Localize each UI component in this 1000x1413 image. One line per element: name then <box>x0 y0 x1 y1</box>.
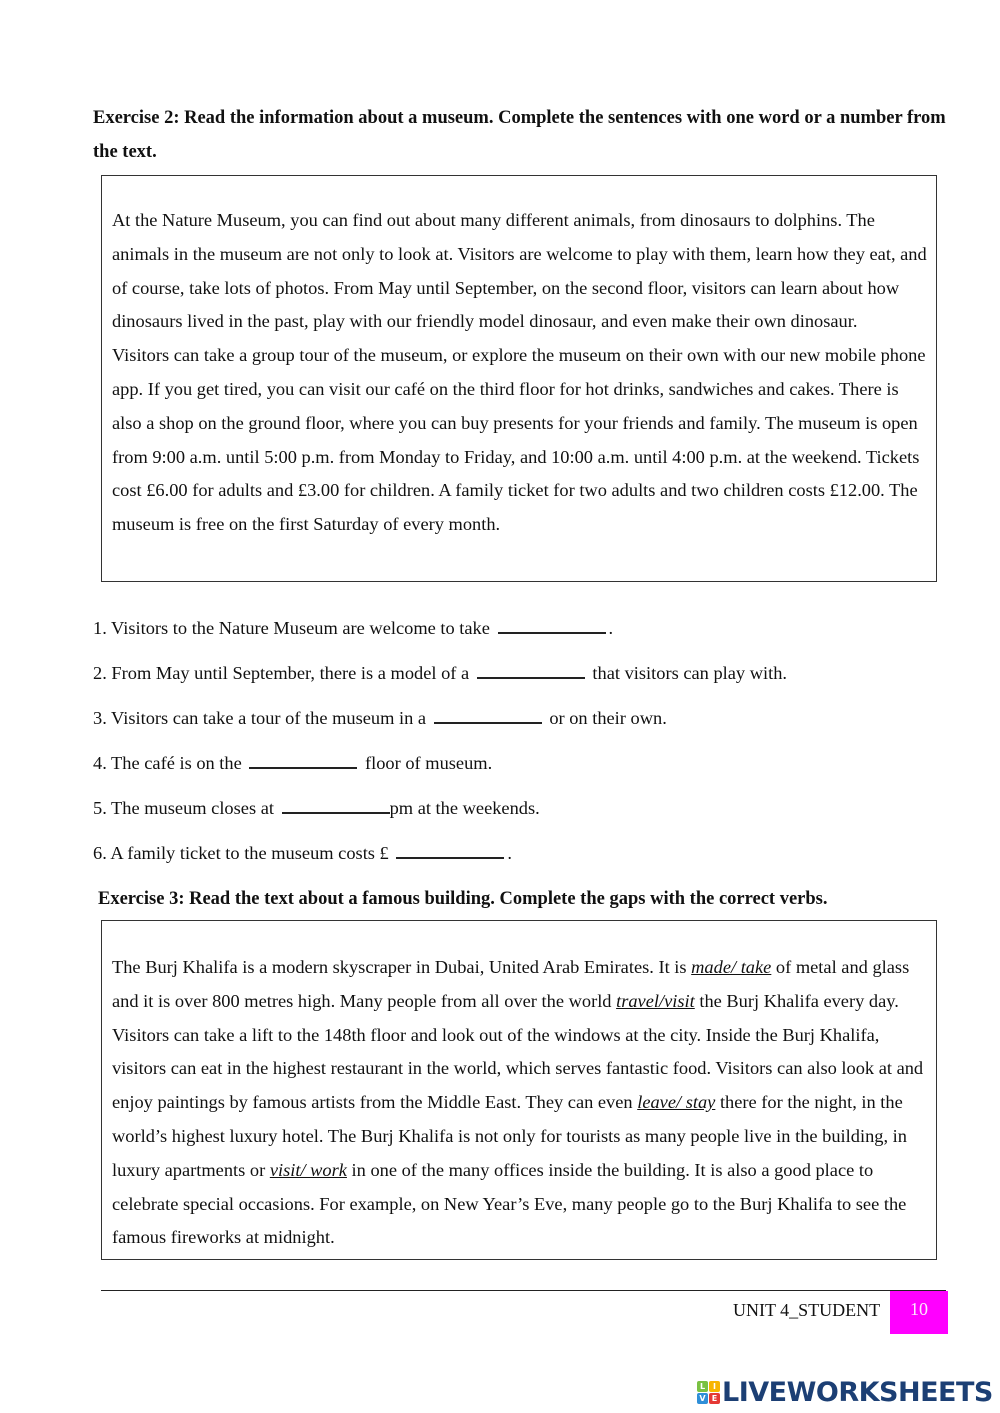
question-text: 6. A family ticket to the museum costs £ <box>93 843 389 863</box>
question-1 <box>93 616 613 640</box>
question-text-after: . <box>507 843 512 863</box>
question-text-after: that visitors can play with. <box>592 663 788 683</box>
answer-blank-3[interactable] <box>434 708 542 724</box>
passage-text: of metal and glass and it is over 800 metres high. Many people from all over the world <box>112 957 910 1011</box>
footer-unit-label: UNIT 4_STUDENT <box>733 1300 881 1320</box>
question-text: 1. Visitors to the Nature Museum are welcome to take <box>93 618 490 638</box>
logo-text: LIVEWORKSHEETS <box>722 1376 993 1408</box>
passage-paragraph-1: At the Nature Museum, you can find out about many different animals, from dinosaurs to dolphins. The animals in the museum are not only to look at. Visitors are welcome to play with them, learn how they eat, and of course, take lots of photos. From May until September, on the second floor, visitors can learn about how dinosaurs lived in the past, play with our friendly model dinosaur, and even make their own dinosaur. <box>112 210 927 332</box>
question-text-after: pm at the weekends. <box>389 798 540 818</box>
exercise-3-heading: Exercise 3: Read the text about a famous building. Complete the gaps with the correct verbs. <box>98 889 828 909</box>
logo-letter: I <box>709 1381 720 1392</box>
answer-blank-5[interactable] <box>282 798 390 814</box>
answer-blank-4[interactable] <box>249 753 357 769</box>
question-text-after: or on their own. <box>549 708 667 728</box>
footer-divider <box>101 1290 946 1291</box>
live-blocks-icon <box>697 1381 720 1404</box>
logo-letter: V <box>697 1393 708 1404</box>
passage-text: there for the night, in the world’s highest luxury hotel. The Burj Khalifa is not only for tourists as many people live in the building, in luxury apartments or <box>112 1092 907 1180</box>
question-2 <box>93 661 787 685</box>
question-text: 5. The museum closes at <box>93 798 274 818</box>
question-text-after: . <box>608 618 614 638</box>
answer-blank-6[interactable] <box>396 843 504 859</box>
verb-choice-visit-work[interactable]: visit/ work <box>269 1159 347 1180</box>
logo-letter: E <box>709 1393 720 1404</box>
burj-khalifa-passage-box <box>101 920 937 1260</box>
verb-choice-travel-visit[interactable]: travel/visit <box>616 990 695 1011</box>
verb-choice-leave-stay[interactable]: leave/ stay <box>637 1092 716 1113</box>
question-5 <box>93 796 540 820</box>
passage-paragraph-2: Visitors can take a group tour of the museum, or explore the museum on their own with our new mobile phone app. If you get tired, you can visit our café on the third floor for hot drinks, sandwiches and cakes. There is also a shop on the ground floor, where you can buy presents for your friends and family. The museum is open from 9:00 a.m. until 5:00 p.m. from Monday to Friday, and 10:00 a.m. until 4:00 p.m. at the weekend. Tickets cost £6.00 for adults and £3.00 for children. A family ticket for two adults and two children costs £12.00. The museum is free on the first Saturday of every month. <box>112 345 926 535</box>
answer-blank-2[interactable] <box>477 663 585 679</box>
exercise-2-heading: Exercise 2: Read the information about a museum. Complete the sentences with one word or a number from the text. <box>93 108 946 162</box>
answer-blank-1[interactable] <box>498 618 606 634</box>
question-3 <box>93 706 667 730</box>
passage-text: the Burj Khalifa every day. Visitors can take a lift to the 148th floor and look out of the windows at the city. Inside the Burj Khalifa, visitors can eat in the highest restaurant in the world, which serves fantastic food. Visitors can also look at and enjoy paintings by famous artists from the Middle East. They can even <box>112 990 924 1113</box>
page-number-badge: 10 <box>890 1291 948 1334</box>
burj-khalifa-passage <box>112 951 927 1255</box>
question-text: 3. Visitors can take a tour of the museum in a <box>93 708 427 728</box>
question-text-after: floor of museum. <box>365 753 493 773</box>
question-6 <box>93 841 512 865</box>
museum-passage-box <box>101 175 937 582</box>
question-text: 2. From May until September, there is a model of a <box>93 663 470 683</box>
liveworksheets-logo <box>697 1376 993 1408</box>
logo-letter: L <box>697 1381 708 1392</box>
question-text: 4. The café is on the <box>93 753 242 773</box>
passage-text: The Burj Khalifa is a modern skyscraper in Dubai, United Arab Emirates. It is <box>112 957 692 977</box>
verb-choice-made-take[interactable]: made/ take <box>691 957 772 977</box>
passage-text: in one of the many offices inside the building. It is also a good place to celebrate special occasions. For example, on New Year’s Eve, many people go to the Burj Khalifa to see the famous fireworks at midnight. <box>112 1159 907 1248</box>
question-4 <box>93 751 492 775</box>
